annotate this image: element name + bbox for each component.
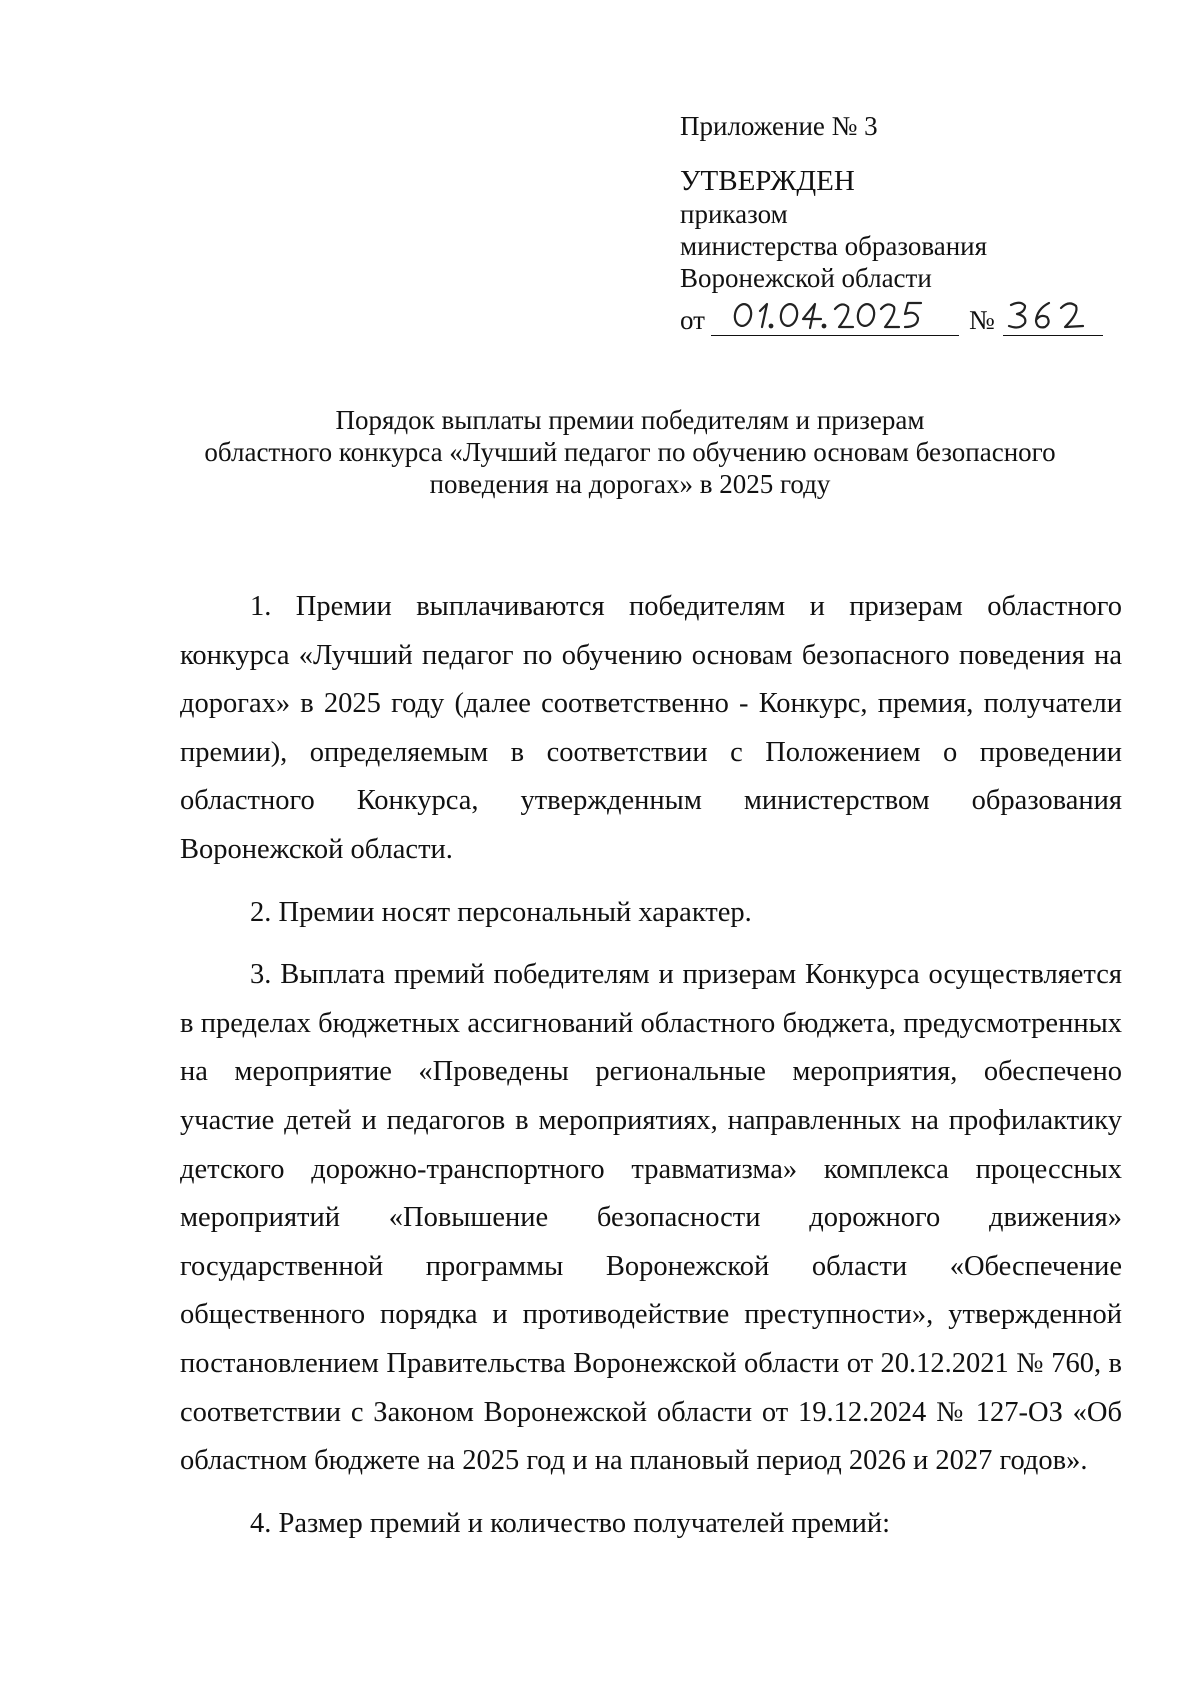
paragraph-3: 3. Выплата премий победителям и призерам Конкурса осуществляется в пределах бюджетных ассигнований областного бюджета, предусмотренных на мероприятие «Проведены региональные мероприятия, обеспечено участие детей и педагогов в мероприятиях, направленных на профилактику детского дорожно-транспортного травматизма» комплекса процессных мероприятий «Повышение безопасности дорожного движения» государственной программы Воронежской области «Обеспечение общественного порядка и противодействие преступности», утвержденной постановлением Правительства Воронежской области от 20.12.2021 № 760, в соответствии с Законом Воронежской области от 19.12.2024 № 127-ОЗ «Об областном бюджете на 2025 год и на плановый период 2026 и 2027 годов». xyxy=(180,959,1122,1477)
title-line-3: поведения на дорогах» в 2025 году xyxy=(429,469,831,499)
title-line-2: областного конкурса «Лучший педагог по обучению основам безопасного xyxy=(204,437,1056,467)
region-label: Воронежской области xyxy=(680,263,932,293)
handwritten-date xyxy=(711,297,959,336)
handwritten-date-strokes xyxy=(711,297,959,335)
handwritten-number-strokes xyxy=(1003,297,1103,335)
document-title xyxy=(180,404,1080,500)
ministry-label: министерства образования xyxy=(680,231,988,261)
by-order-label: приказом xyxy=(680,199,788,229)
document-body xyxy=(180,583,1122,1548)
order-date-number-line xyxy=(680,296,1140,336)
paragraph-4: 4. Размер премий и количество получателей премий: xyxy=(250,1507,891,1539)
paragraph-2: 2. Премии носят персональный характер. xyxy=(250,896,752,928)
approved-heading: УТВЕРЖДЕН xyxy=(680,165,855,197)
paragraph-1: 1. Премии выплачиваются победителям и призерам областного конкурса «Лучший педагог по обучению основам безопасного поведения на дорогах» в 2025 году (далее соответственно - Конкурс, премия, получатели премии), определяемым в соответствии с Положением о проведении областного Конкурса, утвержденным министерством образования Воронежской области. xyxy=(180,591,1122,865)
appendix-label: Приложение № 3 xyxy=(680,111,878,141)
title-line-1: Порядок выплаты премии победителям и призерам xyxy=(335,405,925,435)
handwritten-number xyxy=(1003,297,1103,336)
approval-block xyxy=(680,110,1140,336)
number-sign: № xyxy=(968,305,995,335)
date-prefix: от xyxy=(680,305,705,335)
